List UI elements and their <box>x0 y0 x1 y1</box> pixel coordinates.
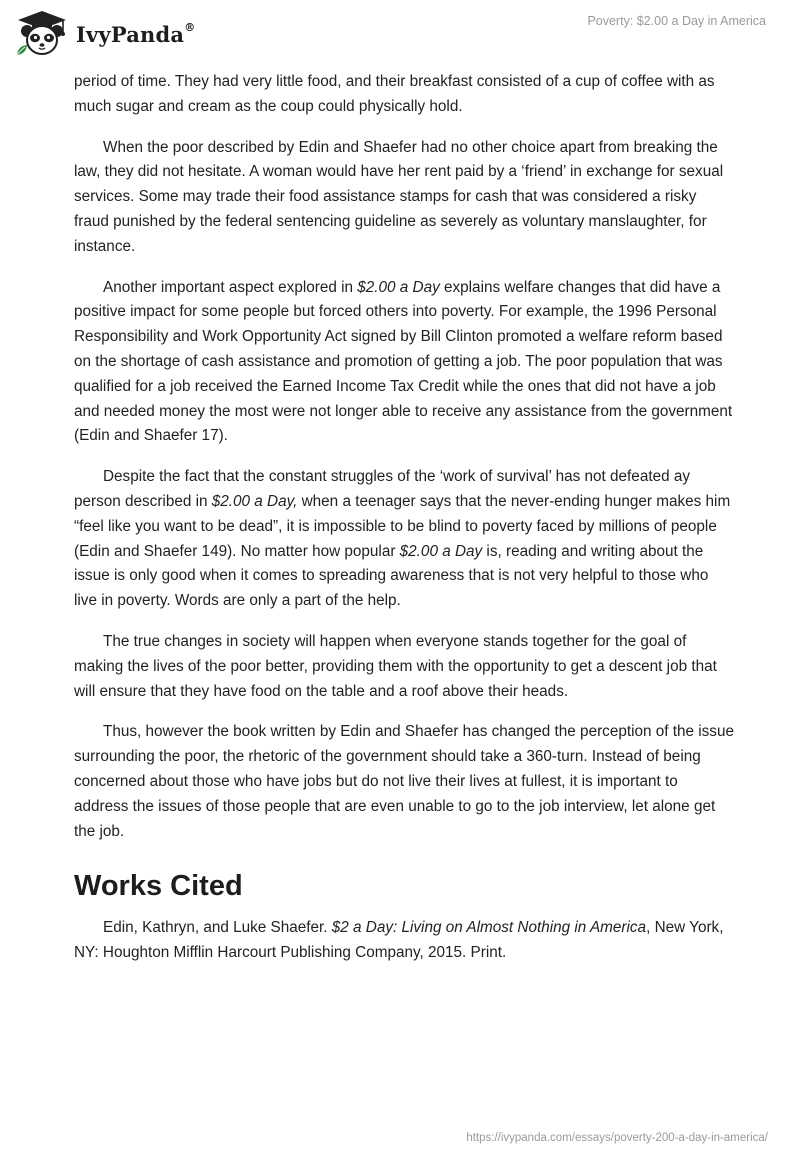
book-title-italic: $2.00 a Day <box>357 278 440 296</box>
works-cited-heading: Works Cited <box>74 870 243 903</box>
ivypanda-logo[interactable] <box>14 8 204 58</box>
registered-mark: ® <box>184 20 196 34</box>
brand-name: IvyPanda® <box>76 20 196 47</box>
citation-title-italic: $2 a Day: Living on Almost Nothing in America <box>331 919 647 937</box>
paragraph-6: Thus, however the book written by Edin and Shaefer has changed the perception of the issue surrounding the poor, the rhetoric of the government should take a 360-turn. Instead of being concerned about those who have jobs but do not live their lives at fullest, it is important to address the issues of those people that are even unable to go to the job interview, let alone get the job. <box>74 723 734 840</box>
essay-content <box>74 70 734 982</box>
citation-entry: Edin, Kathryn, and Luke Shaefer. $2 a Day: Living on Almost Nothing in America, New York, NY: Houghton Mifflin Harcourt Publishing Company, 2015. Print. <box>74 919 724 962</box>
paragraph-1: period of time. They had very little food, and their breakfast consisted of a cup of coffee with as much sugar and cream as the coup could physically hold. <box>74 73 715 115</box>
document-title: Poverty: $2.00 a Day in America <box>587 14 766 28</box>
page-header <box>0 0 800 70</box>
source-url[interactable]: https://ivypanda.com/essays/poverty-200-a-day-in-america/ <box>466 1132 768 1144</box>
paragraph-5: The true changes in society will happen when everyone stands together for the goal of making the lives of the poor better, providing them with the opportunity to get a descent job that will ensure that they have food on the table and a roof above their heads. <box>74 632 717 700</box>
paragraph-4: Despite the fact that the constant struggles of the ‘work of survival’ has not defeated ay person described in $2.00 a Day, when a teenager says that the never-ending hunger makes him “feel like you want to be dead”, it is impossible to be blind to poverty faced by millions of people (Edin and Shaefer 149). No matter how popular $2.00 a Day is, reading and writing about the issue is only good when it comes to spreading awareness that is not very helpful to those who live in poverty. Words are only a part of the help. <box>74 468 731 610</box>
paragraph-2: When the poor described by Edin and Shaefer had no other choice apart from breaking the law, they did not hesitate. A woman would have her rent paid by a ‘friend’ in exchange for sexual services. Some may trade their food assistance stamps for cash that was considered a risky fraud punished by the federal sentencing guideline as severely as voluntary manslaughter, for instance. <box>74 138 724 255</box>
panda-graduate-icon <box>14 9 70 57</box>
book-title-italic: $2.00 a Day <box>399 542 483 560</box>
paragraph-3: Another important aspect explored in $2.00 a Day explains welfare changes that did have a positive impact for some people but forced others into poverty. For example, the 1996 Personal Responsibility and Work Opportunity Act signed by Bill Clinton promoted a welfare reform based on the shortage of cash assistance and promotion of getting a job. The poor population that was qualified for a job received the Earned Income Tax Credit while the ones that did not have a job and needed money the most were not longer able to receive any assistance from the government (Edin and Shaefer 17). <box>74 278 733 445</box>
book-title-italic: $2.00 a Day, <box>211 492 298 510</box>
